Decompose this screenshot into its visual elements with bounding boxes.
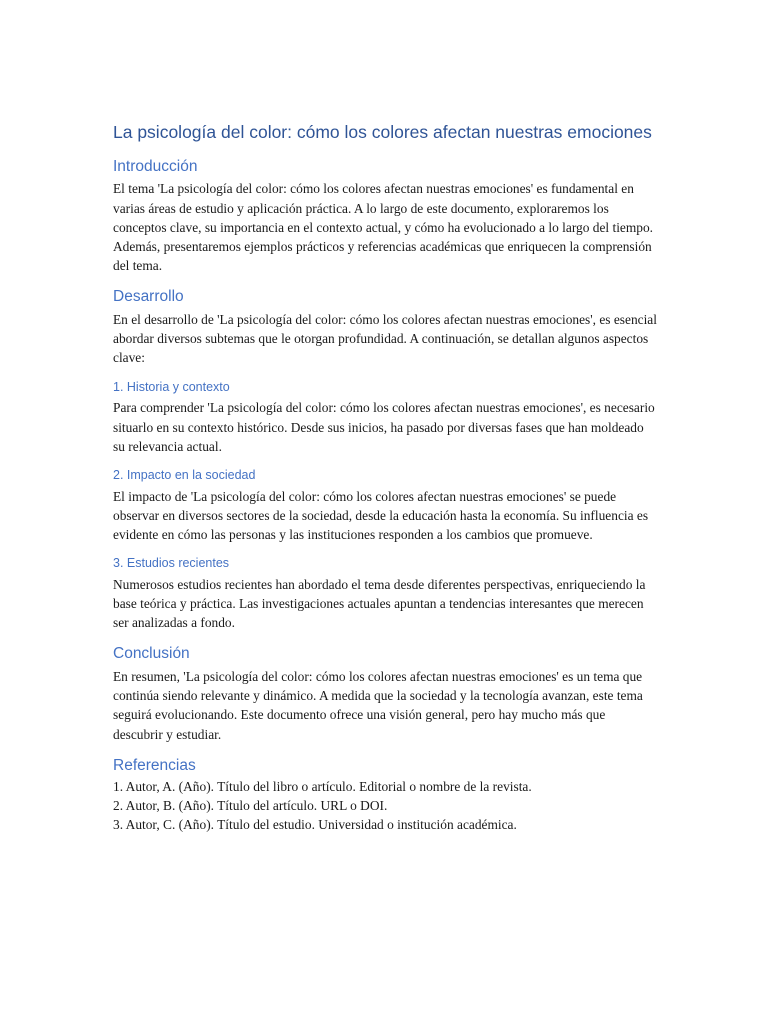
paragraph-conclusion: En resumen, 'La psicología del color: cómo los colores afectan nuestras emociones' es un tema que continúa siendo relevante y dinámico. A medida que la sociedad y la tecnología avanzan, este tema seguirá evolucionando. Este documento ofrece una visión general, pero hay mucho más que descubrir y estudiar.: [113, 668, 643, 742]
reference-item: 1. Autor, A. (Año). Título del libro o artículo. Editorial o nombre de la revista.: [113, 779, 532, 795]
paragraph-desarrollo: En el desarrollo de 'La psicología del color: cómo los colores afectan nuestras emociones', es esencial abordar diversos subtemas que le otorgan profundidad. A continuación, se detallan algunos aspectos clave:: [113, 312, 657, 366]
reference-item: 2. Autor, B. (Año). Título del artículo. URL o DOI.: [113, 797, 388, 813]
document-body: [113, 122, 658, 847]
reference-list: [113, 778, 658, 834]
section-heading-referencias: Referencias: [113, 756, 196, 774]
paragraph-introduccion: El tema 'La psicología del color: cómo los colores afectan nuestras emociones' es fundamental en varias áreas de estudio y aplicación práctica. A lo largo de este documento, exploraremos los conceptos clave, su importancia en el contexto actual, y cómo ha evolucionado a lo largo del tiempo. Además, presentaremos ejemplos prácticos y referencias académicas que enriquecen la comprensión del tema.: [113, 181, 654, 274]
section-introduccion: [113, 158, 658, 276]
document-title: La psicología del color: cómo los colores afectan nuestras emociones: [113, 122, 652, 142]
paragraph-historia: Para comprender 'La psicología del color: cómo los colores afectan nuestras emociones', es necesario situarlo en su contexto histórico. Desde sus inicios, ha pasado por diversas fases que han moldeado su relevancia actual.: [113, 400, 655, 454]
section-heading-desarrollo: Desarrollo: [113, 288, 184, 306]
section-heading-conclusion: Conclusión: [113, 645, 190, 663]
subsection-impacto: [113, 468, 658, 544]
subsection-estudios: [113, 556, 658, 632]
paragraph-estudios: Numerosos estudios recientes han abordado el tema desde diferentes perspectivas, enriqueciendo la base teórica y práctica. Las investigaciones actuales apuntan a tendencias interesantes que merecen ser analizadas a fondo.: [113, 576, 646, 631]
reference-item: 3. Autor, C. (Año). Título del estudio. Universidad o institución académica.: [113, 816, 517, 832]
subsection-heading-historia: 1. Historia y contexto: [113, 379, 230, 394]
section-referencias: [113, 757, 658, 834]
section-heading-introduccion: Introducción: [113, 157, 198, 175]
paragraph-impacto: El impacto de 'La psicología del color: cómo los colores afectan nuestras emociones' se puede observar en diversos sectores de la sociedad, desde la educación hasta la economía. Su influencia es evidente en cómo las personas y las instituciones responden a los cambios que promueve.: [113, 488, 649, 542]
subsection-heading-impacto: 2. Impacto en la sociedad: [113, 467, 256, 482]
section-desarrollo: [113, 288, 658, 367]
subsection-historia: [113, 380, 658, 456]
section-conclusion: [113, 645, 658, 743]
subsection-heading-estudios: 3. Estudios recientes: [113, 556, 230, 571]
